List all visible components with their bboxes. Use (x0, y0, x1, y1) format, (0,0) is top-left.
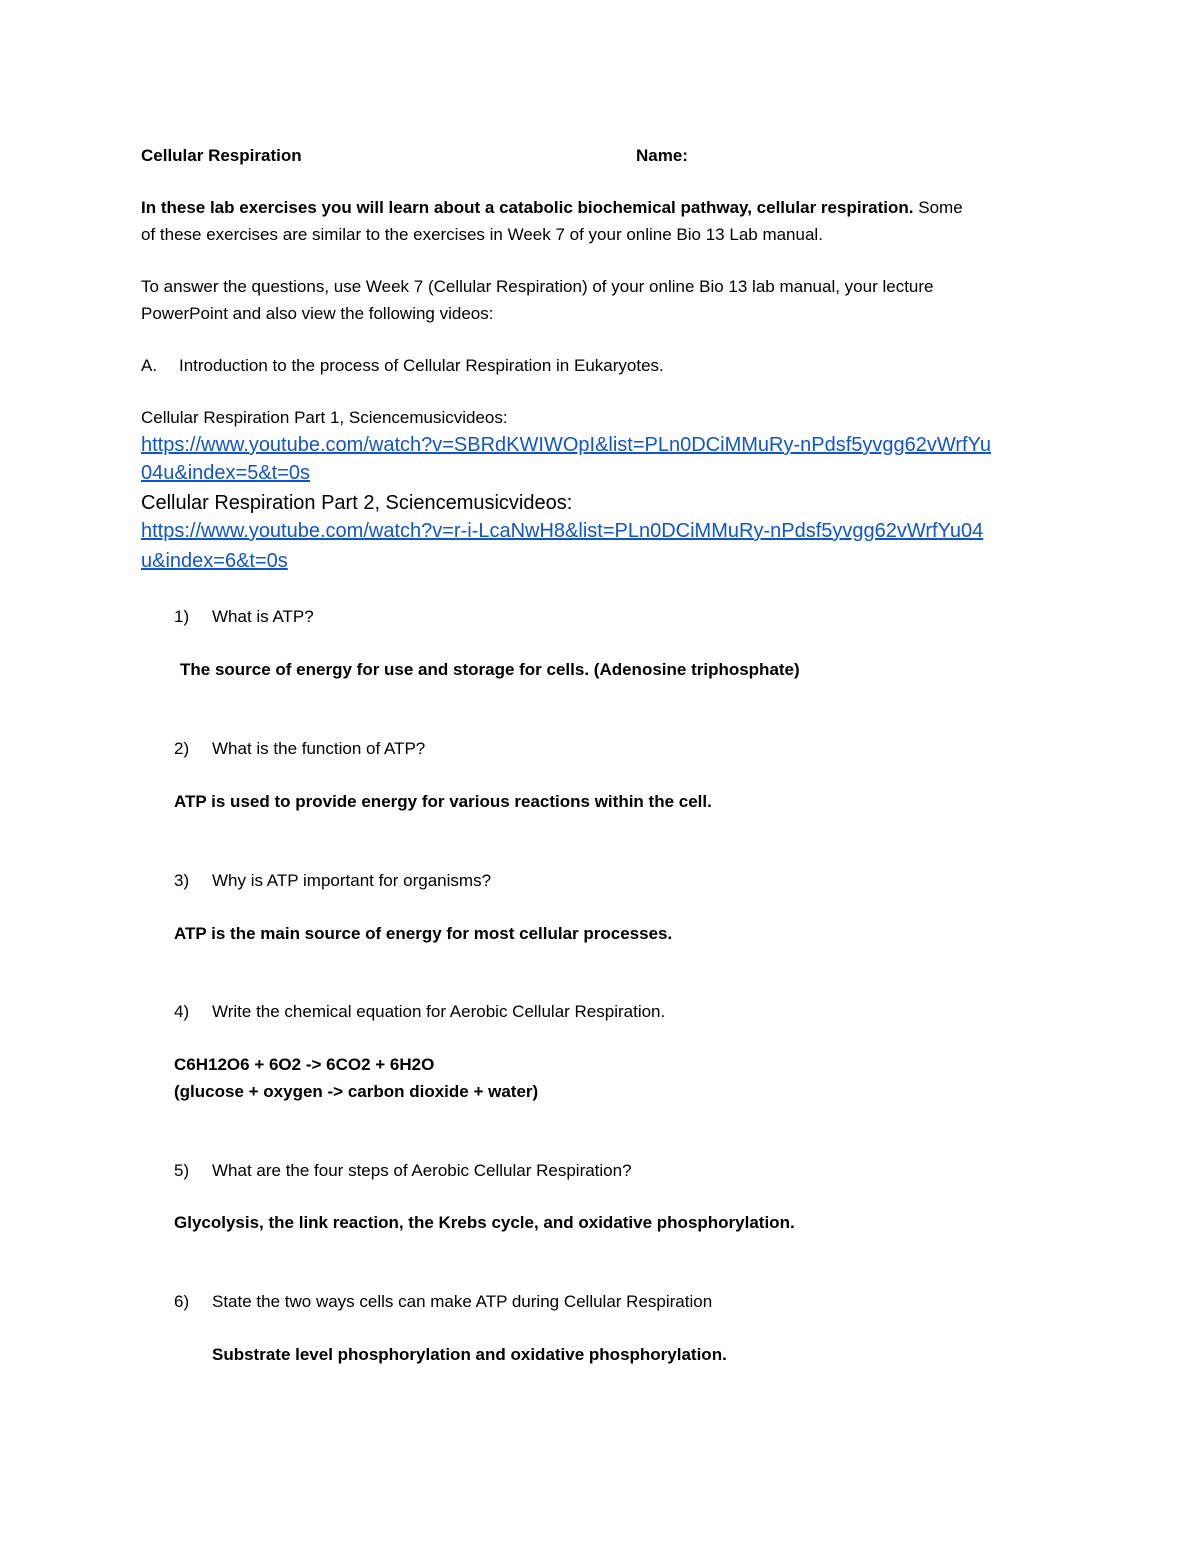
question-1 (174, 606, 314, 628)
answer-3: ATP is the main source of energy for most cellular processes. (174, 924, 673, 943)
intro-bold-text: In these lab exercises you will learn about a catabolic biochemical pathway, cellular respiration. (141, 198, 914, 217)
video-2-label: Cellular Respiration Part 2, Sciencemusicvideos: (141, 492, 573, 514)
page-title: Cellular Respiration (141, 146, 302, 165)
video-1-link-line-2[interactable]: 04u&index=5&t=0s (141, 462, 311, 484)
intro-line-2: of these exercises are similar to the exercises in Week 7 of your online Bio 13 Lab manual. (141, 225, 823, 244)
instructions-line-1: To answer the questions, use Week 7 (Cellular Respiration) of your online Bio 13 lab manual, your lecture (141, 277, 934, 296)
section-a-text: Introduction to the process of Cellular Respiration in Eukaryotes. (179, 356, 664, 375)
question-6 (174, 1291, 712, 1313)
video-1-link-line-1[interactable]: https://www.youtube.com/watch?v=SBRdKWIWOpI&list=PLn0DCiMMuRy-nPdsf5yvgg62vWrfYu (141, 434, 991, 456)
name-label: Name: (636, 146, 688, 165)
question-text: What is ATP? (212, 607, 314, 626)
question-number: 1) (174, 607, 190, 626)
question-2 (174, 738, 425, 760)
intro-rest-text: Some (913, 198, 963, 217)
answer-6: Substrate level phosphorylation and oxidative phosphorylation. (212, 1345, 727, 1364)
answer-1: The source of energy for use and storage for cells. (Adenosine triphosphate) (180, 660, 800, 679)
question-4 (174, 1001, 665, 1023)
section-a (141, 355, 664, 377)
answer-5: Glycolysis, the link reaction, the Krebs cycle, and oxidative phosphorylation. (174, 1213, 795, 1232)
question-5 (174, 1160, 632, 1182)
video-2-link-line-1[interactable]: https://www.youtube.com/watch?v=r-i-LcaNwH8&list=PLn0DCiMMuRy-nPdsf5yvgg62vWrfYu04 (141, 520, 984, 542)
question-number: 6) (174, 1292, 190, 1311)
answer-2: ATP is used to provide energy for various reactions within the cell. (174, 792, 712, 811)
answer-4-words: (glucose + oxygen -> carbon dioxide + water) (174, 1082, 539, 1101)
question-number: 3) (174, 871, 190, 890)
question-text: Write the chemical equation for Aerobic Cellular Respiration. (212, 1002, 666, 1021)
answer-4-equation: C6H12O6 + 6O2 -> 6CO2 + 6H2O (174, 1055, 435, 1074)
video-1-label: Cellular Respiration Part 1, Sciencemusicvideos: (141, 408, 508, 427)
instructions-line-2: PowerPoint and also view the following videos: (141, 304, 494, 323)
video-2-link-line-2[interactable]: u&index=6&t=0s (141, 550, 288, 572)
question-text: State the two ways cells can make ATP during Cellular Respiration (212, 1292, 713, 1311)
question-text: Why is ATP important for organisms? (212, 871, 492, 890)
question-3 (174, 870, 491, 892)
section-a-marker: A. (141, 356, 158, 375)
question-number: 4) (174, 1002, 190, 1021)
question-number: 5) (174, 1161, 190, 1180)
intro-line-1 (141, 197, 963, 219)
question-text: What are the four steps of Aerobic Cellular Respiration? (212, 1161, 632, 1180)
question-number: 2) (174, 739, 190, 758)
question-text: What is the function of ATP? (212, 739, 426, 758)
